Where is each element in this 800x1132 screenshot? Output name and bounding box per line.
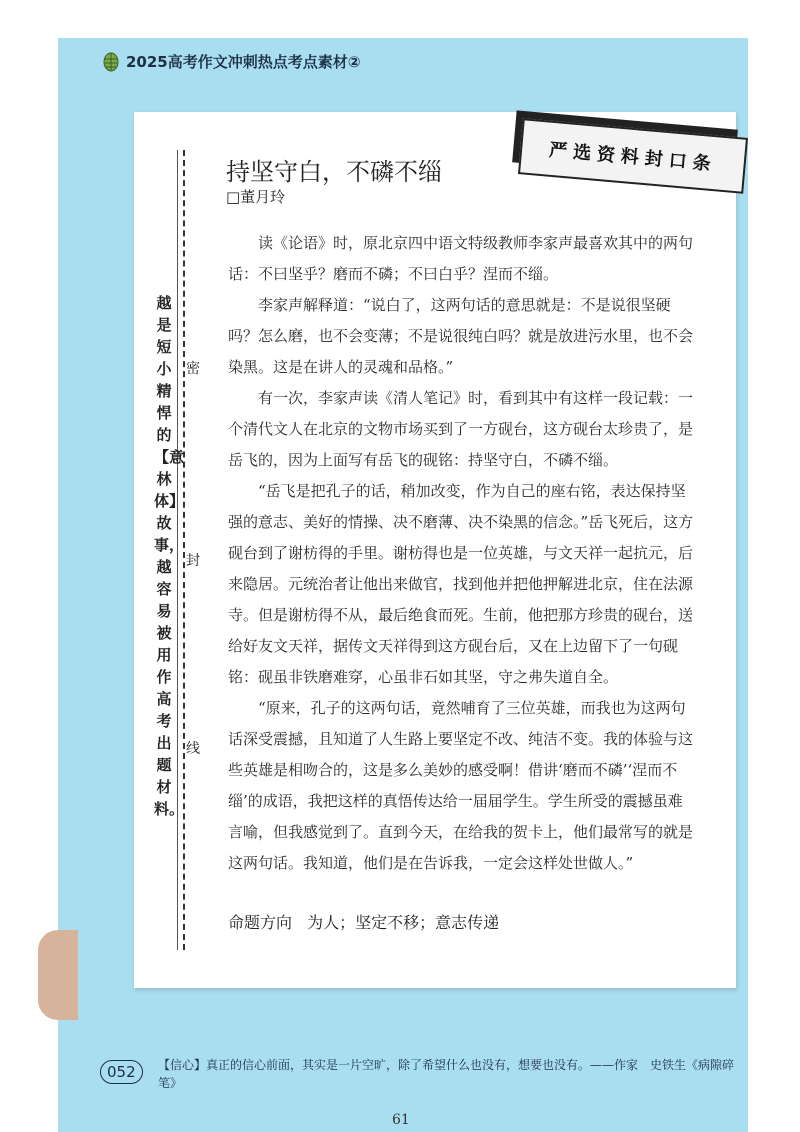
pinecone-icon bbox=[102, 50, 120, 72]
article-body bbox=[228, 228, 696, 879]
footer-quote: 【信心】真正的信心前面，其实是一片空旷，除了希望什么也没有，想要也没有。——作家 史铁生《病隙碎笔》 bbox=[158, 1058, 735, 1090]
article-title: 持坚守白，不磷不缁 bbox=[226, 158, 442, 186]
article-author: □董月玲 bbox=[226, 188, 286, 206]
paragraph: 有一次，李家声读《清人笔记》时，看到其中有这样一段记载：一个清代文人在北京的文物市场买到了一方砚台，这方砚台太珍贵了，是岳飞的，因为上面写有岳飞的砚铭：持坚守白，不磷不缁。 bbox=[228, 389, 694, 469]
cut-mark-xian: 线 bbox=[186, 741, 200, 757]
paragraph: “原来，孔子的这两句话，竟然哺育了三位英雄，而我也为这两句话深受震撼，且知道了人生路上要坚定不改、纯洁不变。我的体验与这些英雄是相吻合的，这是多么美妙的感受啊！借讲‘磨而不磷’‘涅而不缁’的成语，我把这样的真悟传达给一届届学生。学生所受的震撼虽难言喻，但我感觉到了。直到今天，在给我的贺卡上，他们最常写的就是这两句话。我知道，他们是在告诉我，一定会这样处世做人。” bbox=[228, 699, 694, 872]
page-header bbox=[102, 50, 360, 72]
tag-value: 为人；坚定不移；意志传递 bbox=[307, 913, 500, 932]
side-note: 越是短小精悍的【意林体】故事，越容易被用作高考出题材料。 bbox=[154, 294, 185, 818]
bottom-page-number: 61 bbox=[392, 1112, 410, 1128]
paragraph: 李家声解释道：“说白了，这两句话的意思就是：不是说很坚硬吗？怎么磨，也不会变薄；不是说很纯白吗？就是放进污水里，也不会染黑。这是在讲人的灵魂和品格。” bbox=[228, 296, 694, 376]
finger bbox=[38, 930, 78, 1020]
tag-label: 命题方向 bbox=[228, 913, 293, 932]
page-number: 052 bbox=[100, 1060, 143, 1084]
cut-mark-feng: 封 bbox=[186, 553, 200, 569]
header-title: 2025高考作文冲刺热点考点素材② bbox=[126, 52, 361, 71]
paragraph: 读《论语》时，原北京四中语文特级教师李家声最喜欢其中的两句话：不曰坚乎？磨而不磷；不曰白乎？涅而不缁。 bbox=[228, 234, 694, 283]
paragraph: “岳飞是把孔子的话，稍加改变，作为自己的座右铭，表达保持坚强的意志、美好的情操、决不磨薄、决不染黑的信念。”岳飞死后，这方砚台到了谢枋得的手里。谢枋得也是一位英雄，与文天祥一起抗元，后来隐居。元统治者让他出来做官，找到他并把他押解进北京，住在法源寺。但是谢枋得不从，最后绝食而死。生前，他把那方珍贵的砚台，送给好友文天祥，据传文天祥得到这方砚台后，又在上边留下了一句砚铭：砚虽非铁磨难穿，心虽非石如其坚，守之弗失道自全。 bbox=[228, 482, 694, 686]
seal-strip-label: 严选资料封口条 bbox=[518, 118, 748, 193]
cut-mark-mi: 密 bbox=[186, 361, 200, 377]
proposition-direction bbox=[228, 910, 499, 933]
